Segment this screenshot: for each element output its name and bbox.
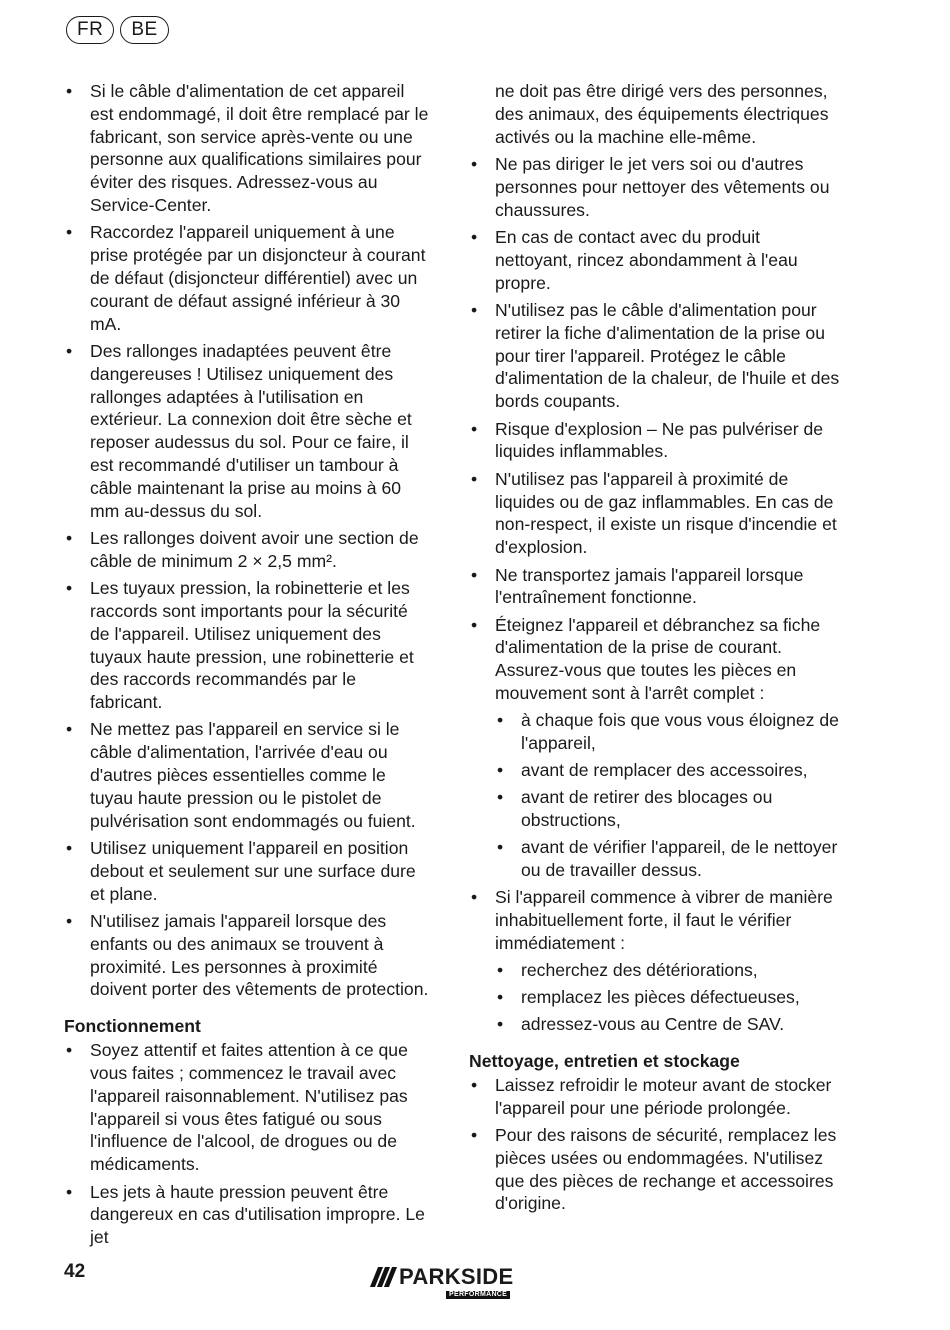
logo-slashes-icon — [374, 1267, 393, 1287]
sub-list — [495, 959, 841, 1036]
list-item: • Les rallonges doivent avoir une section de câble de minimum 2 × 2,5 mm². — [64, 527, 432, 573]
operation-list — [64, 1039, 432, 1249]
list-item-vibrate — [469, 886, 841, 1036]
safety-list-left — [64, 80, 432, 1001]
parkside-logo — [374, 1266, 528, 1306]
sub-list-item: • à chaque fois que vous vous éloignez de l'appareil, — [495, 709, 841, 755]
list-item: • N'utilisez pas le câble d'alimentation pour retirer la fiche d'alimentation de la prise ou pour tirer l'appareil. Protégez le câble d'alimentation de la chaleur, de l'huile et des bords coupants. — [469, 299, 841, 413]
list-item-text: Si l'appareil commence à vibrer de manière inhabituellement forte, il faut le vérifier immédiatement : — [495, 887, 833, 953]
list-item: • Laissez refroidir le moteur avant de stocker l'appareil pour une période prolongée. — [469, 1074, 841, 1120]
list-item: • Ne pas diriger le jet vers soi ou d'autres personnes pour nettoyer des vêtements ou chaussures. — [469, 153, 841, 221]
sub-list-item: • avant de retirer des blocages ou obstructions, — [495, 786, 841, 832]
logo-brand-text: PARKSIDE — [399, 1264, 514, 1289]
list-item: • N'utilisez pas l'appareil à proximité de liquides ou de gaz inflammables. En cas de non-respect, il existe un risque d'incendie et d'explosion. — [469, 468, 841, 559]
sub-list-item: • avant de vérifier l'appareil, de le nettoyer ou de travailler dessus. — [495, 836, 841, 882]
list-item: • Ne transportez jamais l'appareil lorsque l'entraînement fonctionne. — [469, 564, 841, 610]
list-item: • Les jets à haute pression peuvent être dangereux en cas d'utilisation impropre. Le jet — [64, 1181, 432, 1249]
list-item: • Des rallonges inadaptées peuvent être dangereuses ! Utilisez uniquement des rallonges adaptées à l'utilisation en extérieur. La connexion doit être sèche et reposer audessus du sol. Pour ce faire, il est recommandé d'utiliser un tambour à câble maintenant la prise au moins à 60 mm au-dessus du sol. — [64, 340, 432, 522]
sub-list-item: • adressez-vous au Centre de SAV. — [495, 1013, 841, 1036]
right-column — [469, 80, 841, 1220]
list-item-continuation: ne doit pas être dirigé vers des personnes, des animaux, des équipements électriques activés ou la machine elle-même. — [495, 81, 829, 147]
left-column — [64, 80, 432, 1254]
list-item: • Pour des raisons de sécurité, remplacez les pièces usées ou endommagées. N'utilisez que des pièces de rechange et accessoires d'origine. — [469, 1124, 841, 1215]
cleaning-list — [469, 1074, 841, 1215]
logo-sub-brand: PERFORMANCE — [446, 1291, 510, 1299]
sub-list-item: • recherchez des détériorations, — [495, 959, 841, 982]
list-item-text: Éteignez l'appareil et débranchez sa fiche d'alimentation de la prise de courant. Assurez-vous que toutes les pièces en mouvement sont à l'arrêt complet : — [495, 614, 821, 704]
sub-list — [495, 709, 841, 882]
lang-badge-fr: FR — [66, 16, 114, 44]
list-item: • N'utilisez jamais l'appareil lorsque des enfants ou des animaux se trouvent à proximité. Les personnes à proximité doivent porter des vêtements de protection. — [64, 910, 432, 1001]
language-badges — [66, 16, 169, 44]
lang-badge-be: BE — [120, 16, 168, 44]
safety-list-right — [469, 80, 841, 1036]
list-item: • En cas de contact avec du produit nettoyant, rincez abondamment à l'eau propre. — [469, 226, 841, 294]
list-item: • Les tuyaux pression, la robinetterie et les raccords sont importants pour la sécurité de l'appareil. Utilisez uniquement des tuyaux haute pression, une robinetterie et des raccords recommandés par le fabricant. — [64, 577, 432, 714]
list-item: • Raccordez l'appareil uniquement à une prise protégée par un disjoncteur à courant de défaut (disjoncteur différentiel) avec un courant de défaut assigné inférieur à 30 mA. — [64, 221, 432, 335]
list-item: • Soyez attentif et faites attention à ce que vous faites ; commencez le travail avec l'appareil raisonnablement. N'utilisez pas l'appareil si vous êtes fatigué ou sous l'influence de l'alcool, de drogues ou de médicaments. — [64, 1039, 432, 1176]
list-item: • Utilisez uniquement l'appareil en position debout et seulement sur une surface dure et plane. — [64, 837, 432, 905]
page-number: 42 — [64, 1261, 86, 1282]
section-heading-fonctionnement: Fonctionnement — [64, 1016, 201, 1037]
list-item: • Si le câble d'alimentation de cet appareil est endommagé, il doit être remplacé par le fabricant, son service après-vente ou une personne aux qualifications similaires pour éviter des risques. Adressez-vous au Service-Center. — [64, 80, 432, 217]
list-item: • Risque d'explosion – Ne pas pulvériser de liquides inflammables. — [469, 418, 841, 464]
sub-list-item: • remplacez les pièces défectueuses, — [495, 986, 841, 1009]
section-heading-nettoyage: Nettoyage, entretien et stockage — [469, 1050, 740, 1071]
list-item-stop — [469, 614, 841, 882]
sub-list-item: • avant de remplacer des accessoires, — [495, 759, 841, 782]
list-item: • Ne mettez pas l'appareil en service si le câble d'alimentation, l'arrivée d'eau ou d'autres pièces essentielles comme le tuyau haute pression ou le pistolet de pulvérisation sont endommagés ou fuient. — [64, 718, 432, 832]
